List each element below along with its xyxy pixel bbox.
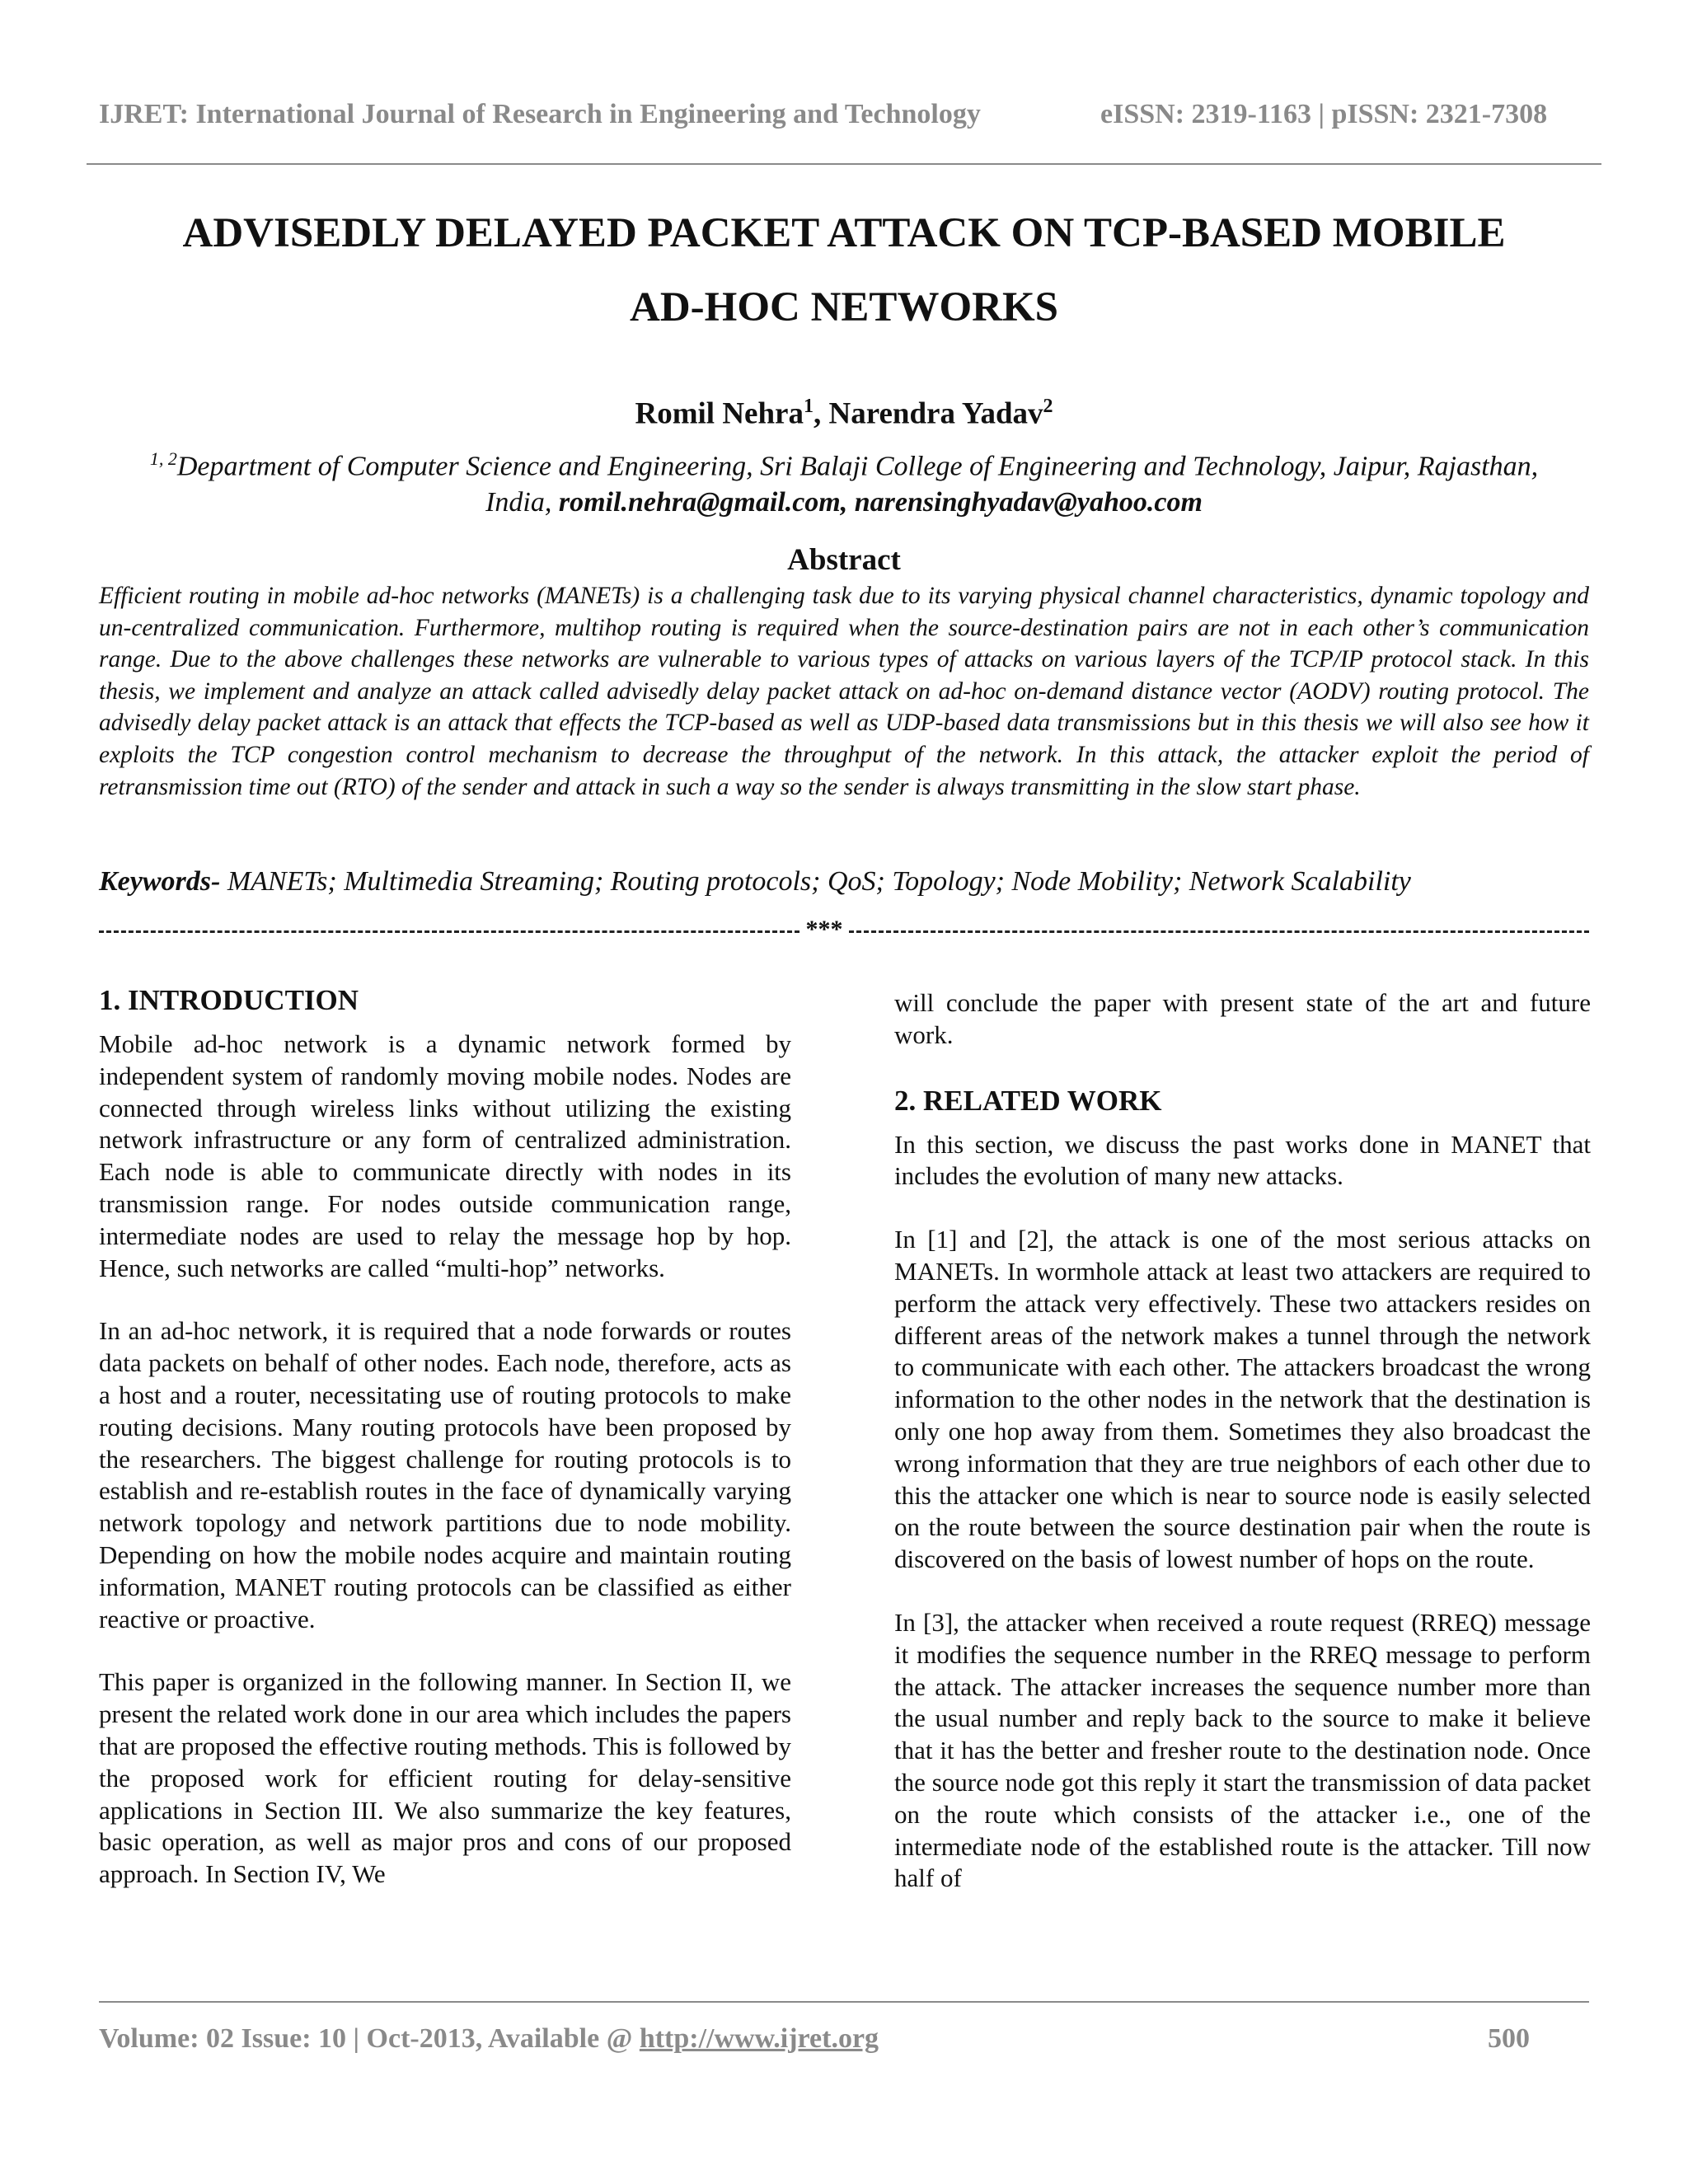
abstract-heading: Abstract bbox=[787, 543, 901, 577]
author-2-affil: 2 bbox=[1043, 396, 1053, 417]
intro-paragraph-1: Mobile ad-hoc network is a dynamic network formed by independent system of randomly moving mobile nodes. Nodes are connected through wireless links without utilizing the existing network infrastructure or any form of centralized administration. Each node is able to communicate directly with nodes in its transmission range. For nodes outside communication range, intermediate nodes are used to relay the message hop by hop. Hence, such networks are called “multi-hop” networks. bbox=[99, 1029, 791, 1282]
affiliation-marker: 1, 2 bbox=[149, 448, 177, 469]
left-column bbox=[99, 982, 791, 1922]
divider-line-left bbox=[99, 930, 799, 933]
footer-volume bbox=[99, 2023, 879, 2055]
related-paragraph-2: In [1] and [2], the attack is one of the most serious attacks on MANETs. In wormhole attack at least two attackers are required to perform the attack very effectively. These two attackers resides on different areas of the network makes a tunnel through the network to communicate with each other. The attackers broadcast the wrong information to the other nodes in the network that the destination is only one hop away from them. Sometimes they also broadcast the wrong information that they are true neighbors of each other due to this the attacker one which is near to source node is easily selected on the route between the source destination pair when the route is discovered on the basis of lowest number of hops on the route. bbox=[894, 1225, 1591, 1574]
header-rule bbox=[87, 163, 1601, 165]
right-column bbox=[894, 987, 1591, 1926]
paper-title bbox=[99, 196, 1589, 344]
affiliation bbox=[124, 441, 1564, 521]
author-separator: , bbox=[813, 396, 829, 431]
journal-link[interactable]: http://www.ijret.org bbox=[639, 2023, 879, 2054]
intro-paragraph-3: This paper is organized in the following manner. In Section II, we present the related work done in our area which includes the papers that are proposed the effective routing methods. This is followed by the proposed work for efficient routing for delay-sensitive applications in Section III. We also summarize the key features, basic operation, as well as major pros and cons of our proposed approach. In Section IV, We bbox=[99, 1667, 791, 1889]
keywords bbox=[99, 864, 1589, 900]
intro-paragraph-2: In an ad-hoc network, it is required that a node forwards or routes data packets on behalf of other nodes. Each node, therefore, acts as a host and a router, necessitating use of routing protocols to make routing decisions. Many routing protocols have been proposed by the researchers. The biggest challenge for routing protocols is to establish and re-establish routes in the face of dynamically varying network topology and network partitions due to node mobility. Depending on how the mobile nodes acquire and maintain routing information, MANET routing protocols can be classified as either reactive or proactive. bbox=[99, 1316, 791, 1633]
journal-name: IJRET: International Journal of Research in Engineering and Technology bbox=[99, 99, 981, 129]
related-paragraph-1: In this section, we discuss the past works done in MANET that includes the evolution of many new attacks. bbox=[894, 1129, 1591, 1191]
section-divider bbox=[99, 916, 1589, 944]
journal-issn: eISSN: 2319-1163 | pISSN: 2321-7308 bbox=[1100, 99, 1548, 129]
authors bbox=[99, 382, 1589, 438]
page-number: 500 bbox=[1488, 2023, 1530, 2054]
intro-heading: 1. INTRODUCTION bbox=[99, 984, 359, 1016]
footer-rule bbox=[99, 2001, 1589, 2003]
author-1-affil: 1 bbox=[803, 396, 814, 417]
divider-line-right bbox=[849, 930, 1589, 933]
footer-text: Volume: 02 Issue: 10 | Oct-2013, Available @ bbox=[99, 2023, 640, 2054]
abstract-text: Efficient routing in mobile ad-hoc networks (MANETs) is a challenging task due to its varying physical channel characteristics, dynamic topology and un-centralized communication. Furthermore, multihop routing is required when the source-destination pairs are not in each other’s communication range. Due to the above challenges these networks are vulnerable to various types of attacks on various layers of the TCP/IP protocol stack. In this thesis, we implement and analyze an attack called advisedly delay packet attack on ad-hoc on-demand distance vector (AODV) routing protocol. The advisedly delay packet attack is an attack that effects the TCP-based as well as UDP-based data transmissions but in this thesis we will also see how it exploits the TCP congestion control mechanism to decrease the throughput of the network. In this attack, the attacker exploit the period of retransmission time out (RTO) of the sender and attack in such a way so the sender is always transmitting in the slow start phase. bbox=[99, 583, 1589, 800]
intro-continuation: will conclude the paper with present state of the art and future work. bbox=[894, 988, 1591, 1049]
keywords-list: MANETs; Multimedia Streaming; Routing protocols; QoS; Topology; Node Mobility; Network Scalability bbox=[220, 866, 1411, 897]
author-1: Romil Nehra bbox=[635, 396, 804, 431]
keywords-label: Keywords- bbox=[99, 866, 221, 897]
title-line-2: AD-HOC NETWORKS bbox=[630, 284, 1058, 330]
related-paragraph-3: In [3], the attacker when received a route request (RREQ) message it modifies the sequence number in the RREQ message to perform the attack. The attacker increases the sequence number more than the usual number and reply back to the source to make it believe that it has the better and fresher route to the destination node. Once the source node got this reply it start the transmission of data packet on the route which consists of the attacker i.e., one of the intermediate node of the established route is the attacker. Till now half of bbox=[894, 1607, 1591, 1893]
related-work-heading: 2. RELATED WORK bbox=[894, 1084, 1162, 1117]
divider-stars: *** bbox=[805, 916, 843, 943]
author-emails: romil.nehra@gmail.com, narensinghyadav@yahoo.com bbox=[558, 487, 1203, 518]
affiliation-text: Department of Computer Science and Engineering, Sri Balaji College of Engineering and Technology, Jaipur, Rajasthan, India, bbox=[176, 451, 1539, 518]
author-2: Narendra Yadav bbox=[828, 396, 1043, 431]
title-line-1: ADVISEDLY DELAYED PACKET ATTACK ON TCP-BASED MOBILE bbox=[182, 210, 1506, 256]
